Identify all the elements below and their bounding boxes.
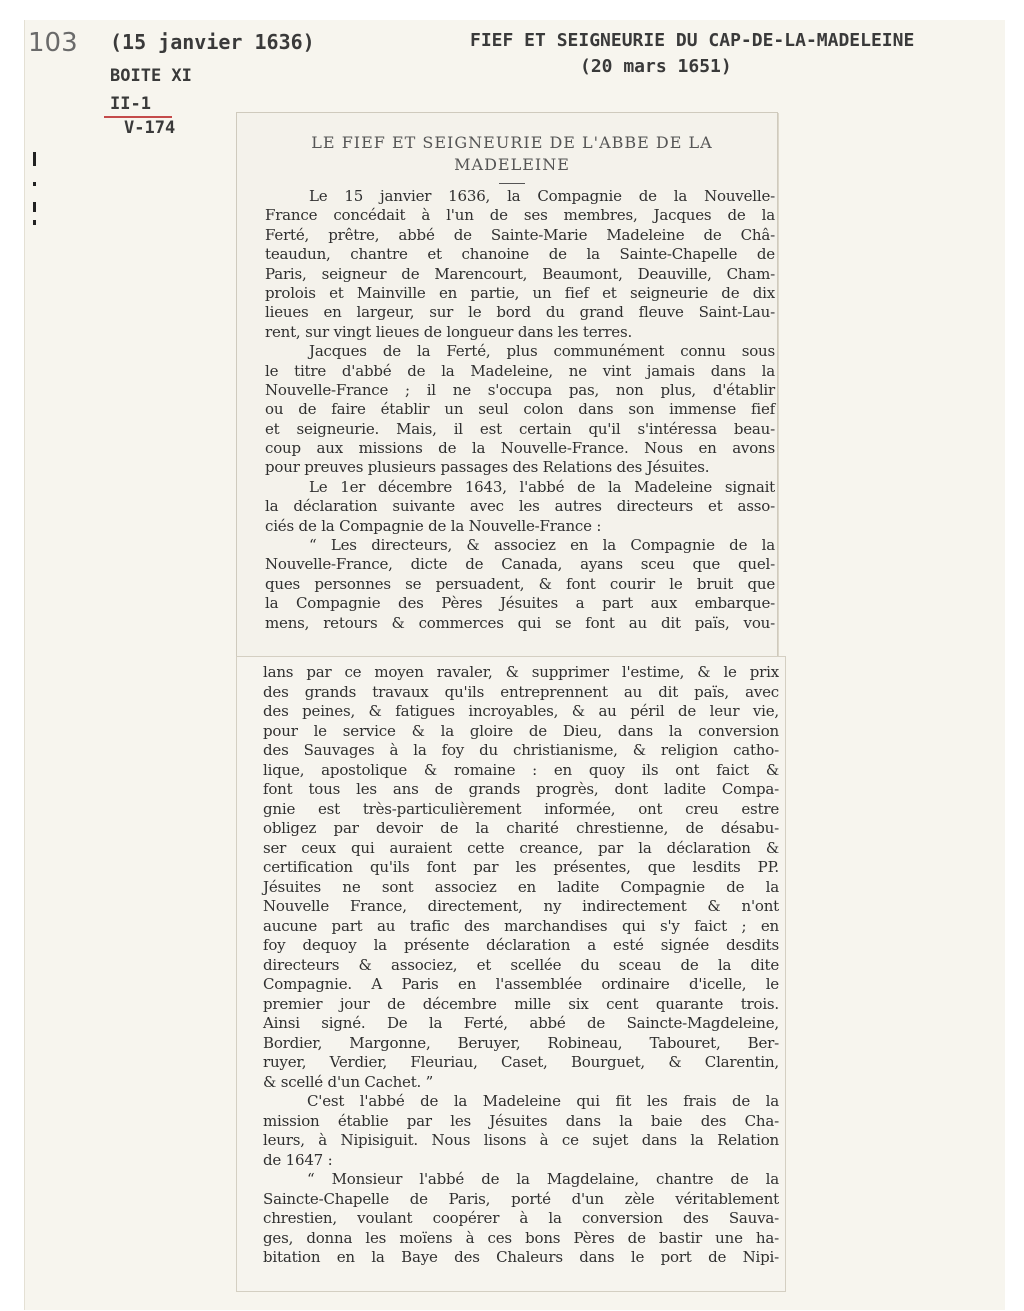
text-line: et seigneurie. Mais, il est certain qu'il s'intéressa beau- — [265, 419, 775, 438]
text-line: ruyer, Verdier, Fleuriau, Caset, Bourguet, & Clarentin, — [263, 1053, 779, 1071]
text-line: Paris, seigneur de Marencourt, Beaumont, Deauville, Cham- — [265, 264, 775, 283]
text-line: teaudun, chantre et chanoine de la Sainte-Chapelle de — [265, 245, 775, 264]
clipping-title-line-2: MADELEINE — [454, 155, 570, 174]
text-line: ciés de la Compagnie de la Nouvelle-France : — [265, 516, 602, 535]
text-line: Jésuites ne sont associez en ladite Compagnie de la — [263, 877, 779, 896]
text-line: mens, retours & commerces qui se font au dit païs, vou- — [265, 613, 775, 632]
text-line: prolois et Mainville en partie, un fief et seigneurie de dix — [265, 283, 775, 302]
concession-date: (15 janvier 1636) — [110, 30, 315, 54]
text-line: la déclaration suivante avec les autres directeurs et asso- — [265, 497, 775, 516]
text-line: rent, sur vingt lieues de longueur dans les terres. — [265, 322, 633, 341]
text-line: des grands travaux qu'ils entreprennent au dit païs, avec — [263, 682, 779, 701]
text-line: gnie est très-particulièrement informée, ont creu estre — [263, 799, 779, 818]
handwritten-page-number: 103 — [28, 28, 78, 58]
text-line: certification qu'ils font par les présentes, que lesdits PP. — [263, 858, 779, 876]
file-reference: II-1 — [110, 94, 151, 114]
text-line: Jacques de la Ferté, plus communément connu sous — [309, 342, 775, 361]
text-line: ges, donna les moïens à ces bons Pères de bastir une ha- — [263, 1228, 779, 1247]
newspaper-clipping-2 — [236, 656, 786, 1292]
text-line: de 1647 : — [263, 1150, 333, 1169]
clipping-title-line-1: LE FIEF ET SEIGNEURIE DE L'ABBE DE LA — [311, 133, 713, 152]
document-title: FIEF ET SEIGNEURIE DU CAP-DE-LA-MADELEINE — [470, 30, 915, 51]
text-line: la Compagnie des Pères Jésuites a part aux embarque- — [265, 594, 775, 613]
text-line: & scellé d'un Cachet. ” — [263, 1072, 434, 1091]
text-line: Compagnie. A Paris en l'assemblée ordinaire d'icelle, le — [263, 975, 779, 993]
title-dash — [499, 183, 525, 184]
text-line: C'est l'abbé de la Madeleine qui fit les frais de la — [307, 1092, 779, 1110]
document-date: (20 mars 1651) — [580, 56, 732, 77]
text-line: Le 1er décembre 1643, l'abbé de la Madeleine signait — [309, 477, 775, 496]
text-line: Saincte-Chapelle de Paris, porté d'un zèle véritablement — [263, 1189, 779, 1208]
clipping-2-body — [263, 663, 779, 1268]
text-line: Le 15 janvier 1636, la Compagnie de la Nouvelle- — [309, 187, 775, 205]
text-line: lans par ce moyen ravaler, & supprimer l'estime, & le prix — [263, 663, 779, 681]
text-line: “ Monsieur l'abbé de la Magdelaine, chantre de la — [307, 1170, 779, 1188]
text-line: le titre d'abbé de la Madeleine, ne vint jamais dans la — [265, 361, 775, 380]
text-line: lieues en largeur, sur le bord du grand fleuve Saint-Lau- — [265, 303, 775, 322]
text-line: mission établie par les Jésuites dans la baie des Cha- — [263, 1111, 779, 1130]
text-line: des Sauvages à la foy du christianisme, & religion catho- — [263, 741, 779, 759]
text-line: pour preuves plusieurs passages des Relations des Jésuites. — [265, 458, 710, 477]
text-line: ser ceux qui auraient cette creance, par la déclaration & — [263, 838, 779, 857]
text-line: chrestien, voulant coopérer à la conversion des Sauva- — [263, 1209, 779, 1227]
text-line: premier jour de décembre mille six cent quarante trois. — [263, 994, 779, 1013]
text-line: ques personnes se persuadent, & font courir le bruit que — [265, 574, 775, 593]
text-line: Ferté, prêtre, abbé de Sainte-Marie Madeleine de Châ- — [265, 225, 775, 244]
text-line: foy dequoy la présente déclaration a esté signée desdits — [263, 936, 779, 954]
newspaper-clipping-1 — [236, 112, 778, 660]
text-line: des peines, & fatigues incroyables, & au péril de leur vie, — [263, 702, 779, 720]
volume-reference: V-174 — [124, 118, 176, 138]
box-label: BOITE XI — [110, 66, 192, 86]
text-line: lique, apostolique & romaine : en quoy ils ont faict & — [263, 760, 779, 779]
text-line: font tous les ans de grands progrès, dont ladite Compa- — [263, 780, 779, 798]
clipping-1-body — [265, 187, 775, 633]
text-line: Ainsi signé. De la Ferté, abbé de Saincte-Magdeleine, — [263, 1014, 779, 1032]
margin-marks — [33, 152, 39, 232]
text-line: coup aux missions de la Nouvelle-France. Nous en avons — [265, 439, 775, 458]
text-line: ou de faire établir un seul colon dans son immense fief — [265, 400, 775, 419]
text-line: leurs, à Nipisiguit. Nous lisons à ce sujet dans la Relation — [263, 1131, 779, 1149]
text-line: France concédait à l'un de ses membres, Jacques de la — [265, 206, 775, 225]
text-line: Bordier, Margonne, Beruyer, Robineau, Tabouret, Ber- — [263, 1033, 779, 1052]
text-line: pour le service & la gloire de Dieu, dans la conversion — [263, 721, 779, 740]
text-line: Nouvelle-France ; il ne s'occupa pas, non plus, d'établir — [265, 380, 775, 399]
text-line: “ Les directeurs, & associez en la Compagnie de la — [309, 536, 775, 555]
text-line: obligez par devoir de la charité chrestienne, de désabu- — [263, 819, 779, 837]
text-line: directeurs & associez, et scellée du sceau de la dite — [263, 955, 779, 974]
text-line: bitation en la Baye des Chaleurs dans le port de Nipi- — [263, 1248, 779, 1266]
text-line: Nouvelle France, directement, ny indirectement & n'ont — [263, 897, 779, 915]
text-line: Nouvelle-France, dicte de Canada, ayans sceu que quel- — [265, 555, 775, 574]
text-line: aucune part au trafic des marchandises qui s'y faict ; en — [263, 916, 779, 935]
